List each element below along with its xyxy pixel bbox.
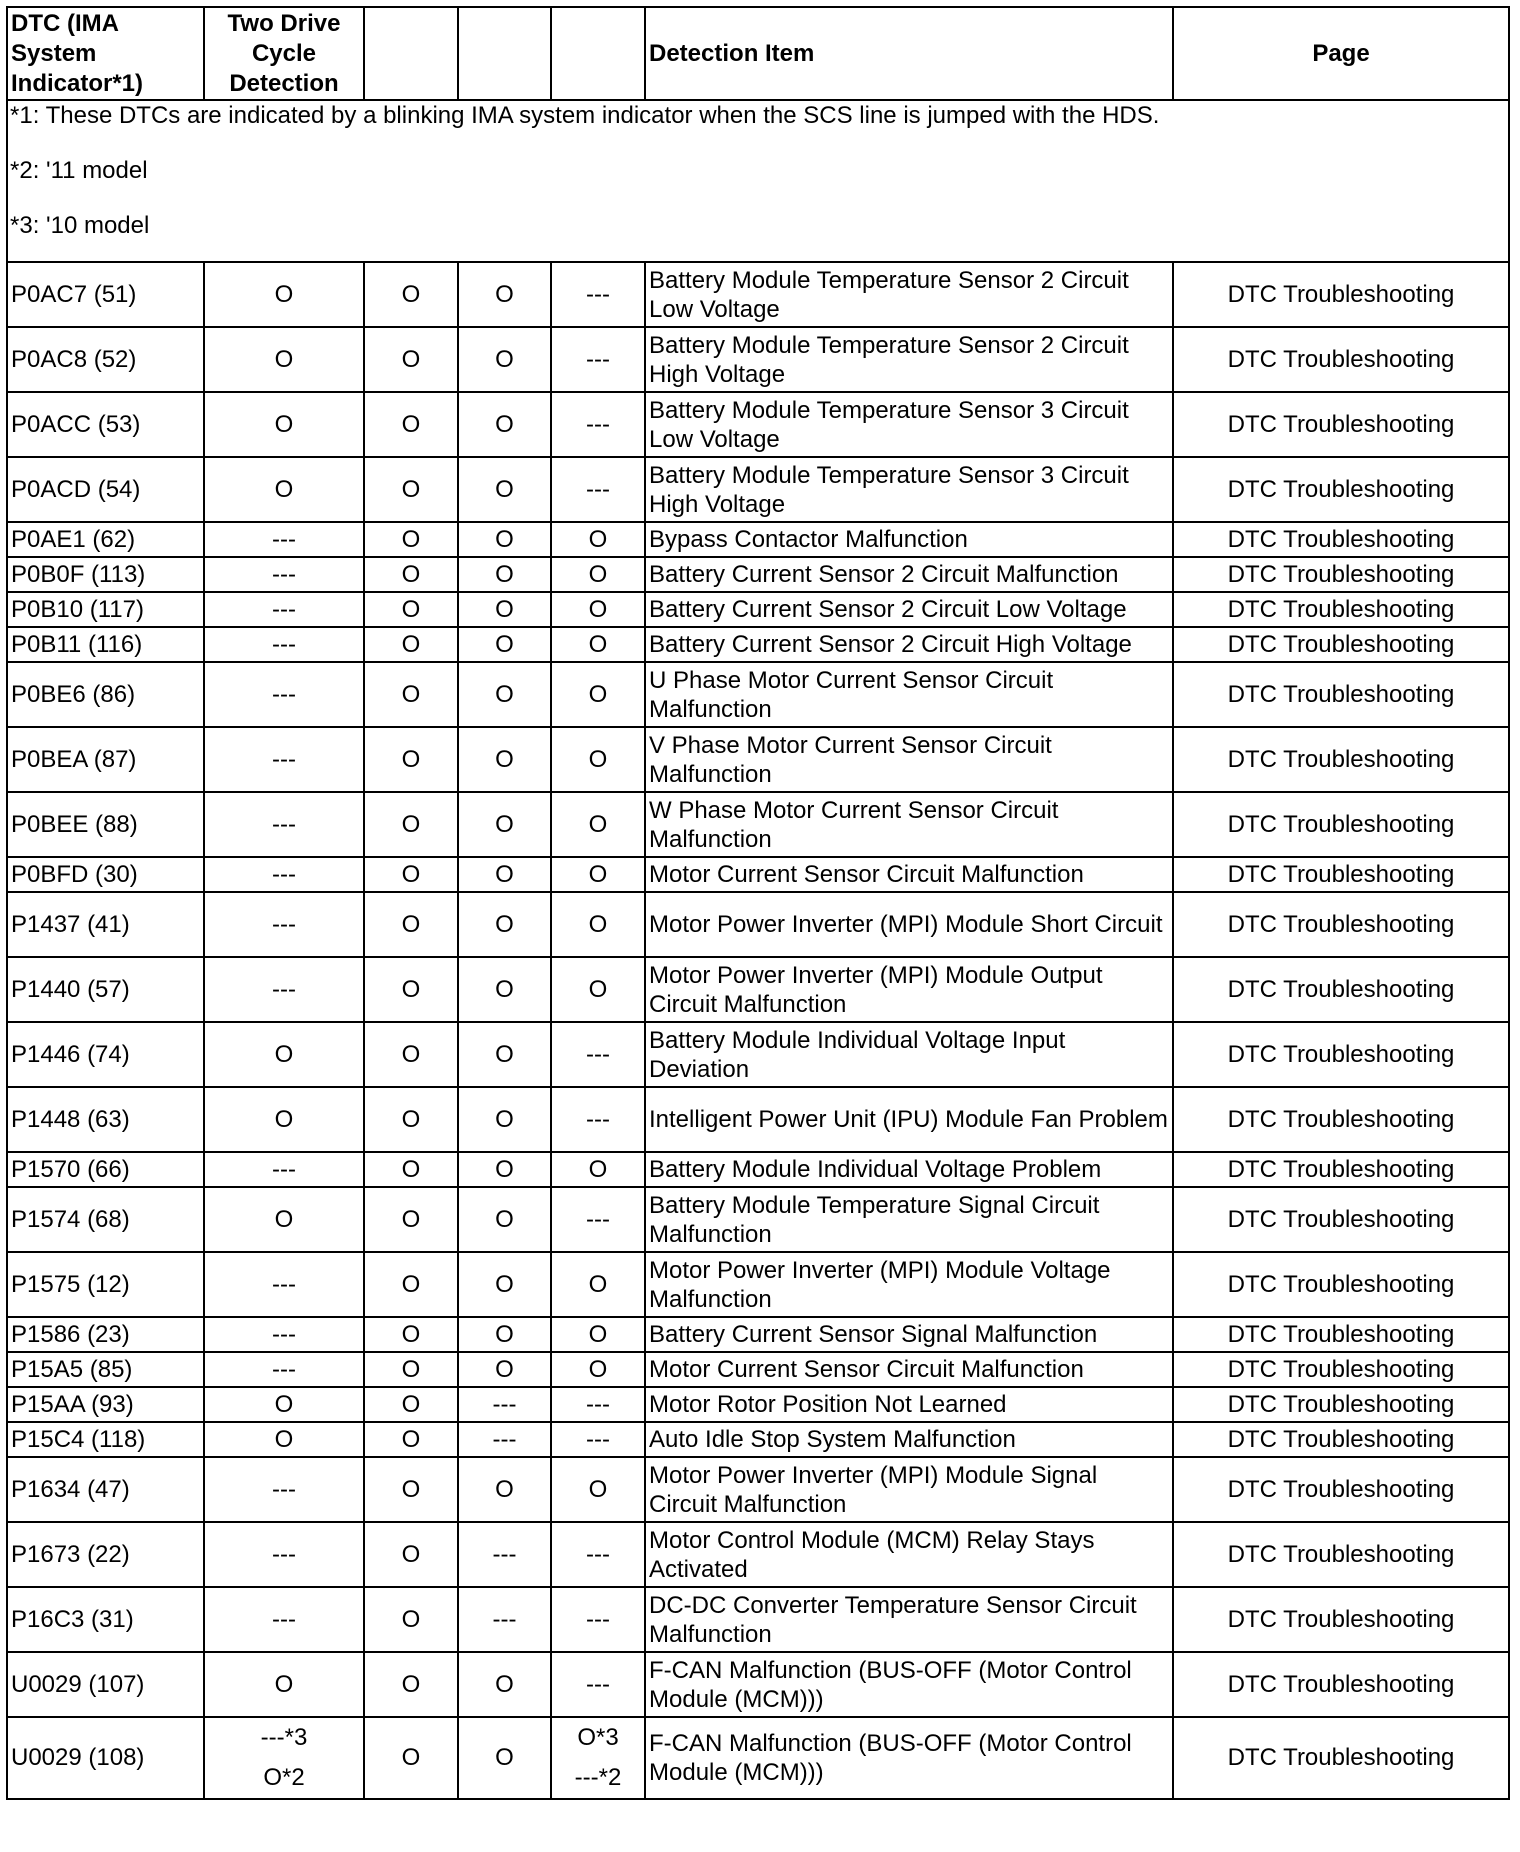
table-row: [7, 457, 1509, 522]
table-row: [7, 1652, 1509, 1717]
col4-value: O: [458, 522, 551, 557]
col4-value: O: [458, 327, 551, 392]
col3-value: O: [364, 792, 458, 857]
page-link[interactable]: DTC Troubleshooting: [1173, 457, 1509, 522]
col3-value: O: [364, 392, 458, 457]
col4-value: O: [458, 957, 551, 1022]
header-col4: [458, 7, 551, 100]
col3-value: O: [364, 1652, 458, 1717]
col5-value: ---: [551, 1587, 645, 1652]
col3-value: O: [364, 1022, 458, 1087]
dtc-code: P1575 (12): [7, 1252, 204, 1317]
dtc-table: [6, 6, 1510, 1800]
table-row: [7, 957, 1509, 1022]
notes-row: [7, 100, 1509, 262]
dtc-code: P0BEE (88): [7, 792, 204, 857]
two-drive-cycle-value: O: [204, 1652, 364, 1717]
table-row: [7, 262, 1509, 327]
col5-value: ---: [551, 392, 645, 457]
two-drive-cycle-value: O: [204, 1387, 364, 1422]
two-drive-cycle-value: O: [204, 1187, 364, 1252]
two-drive-cycle-value: ---: [204, 1252, 364, 1317]
page-link[interactable]: DTC Troubleshooting: [1173, 557, 1509, 592]
detection-item: Battery Current Sensor 2 Circuit High Voltage: [645, 627, 1173, 662]
col4-value: O: [458, 627, 551, 662]
table-row: [7, 592, 1509, 627]
dtc-code: P0BFD (30): [7, 857, 204, 892]
two-drive-cycle-value: O: [204, 262, 364, 327]
col5-value: O: [551, 627, 645, 662]
table-row: [7, 522, 1509, 557]
col4-value: O: [458, 662, 551, 727]
dtc-code: P1446 (74): [7, 1022, 204, 1087]
col3-value: O: [364, 1352, 458, 1387]
detection-item: Battery Current Sensor 2 Circuit Malfunction: [645, 557, 1173, 592]
table-row: [7, 857, 1509, 892]
detection-item: F-CAN Malfunction (BUS-OFF (Motor Control Module (MCM))): [645, 1717, 1173, 1799]
col5-value: O: [551, 1252, 645, 1317]
page-link[interactable]: DTC Troubleshooting: [1173, 957, 1509, 1022]
table-row: [7, 1587, 1509, 1652]
col3-value: O: [364, 1387, 458, 1422]
dtc-code: P0BE6 (86): [7, 662, 204, 727]
table-row: [7, 327, 1509, 392]
two-drive-cycle-value: ---: [204, 1457, 364, 1522]
col4-value: ---: [458, 1587, 551, 1652]
detection-item: Battery Module Temperature Signal Circuit Malfunction: [645, 1187, 1173, 1252]
detection-item: Battery Current Sensor 2 Circuit Low Voltage: [645, 592, 1173, 627]
header-detection-item: Detection Item: [645, 7, 1173, 100]
two-drive-cycle-value: ---: [204, 857, 364, 892]
two-drive-cycle-value: O: [204, 392, 364, 457]
page-link[interactable]: DTC Troubleshooting: [1173, 1252, 1509, 1317]
table-row: [7, 557, 1509, 592]
col5-value: O: [551, 1457, 645, 1522]
col4-value: ---: [458, 1387, 551, 1422]
detection-item: Intelligent Power Unit (IPU) Module Fan Problem: [645, 1087, 1173, 1152]
model-11-value: O*2: [263, 1764, 305, 1791]
two-drive-cycle-value: ---: [204, 792, 364, 857]
col5-value: ---: [551, 457, 645, 522]
page-link[interactable]: DTC Troubleshooting: [1173, 1317, 1509, 1352]
col5-value: ---: [551, 1387, 645, 1422]
dtc-code: P1570 (66): [7, 1152, 204, 1187]
col5-value: O: [551, 957, 645, 1022]
header-dtc: DTC (IMA System Indicator*1): [7, 7, 204, 100]
detection-item: Battery Module Temperature Sensor 3 Circuit Low Voltage: [645, 392, 1173, 457]
two-drive-cycle-value: ---: [204, 662, 364, 727]
two-drive-cycle-value: ---: [204, 1317, 364, 1352]
dtc-code: P1437 (41): [7, 892, 204, 957]
col5-value: O: [551, 522, 645, 557]
col4-value: O: [458, 892, 551, 957]
col4-value: O: [458, 1152, 551, 1187]
table-row: [7, 727, 1509, 792]
col4-value: O: [458, 1717, 551, 1799]
page-link[interactable]: DTC Troubleshooting: [1173, 1587, 1509, 1652]
two-drive-cycle-value: O: [204, 1087, 364, 1152]
table-row: [7, 792, 1509, 857]
table-row: [7, 1317, 1509, 1352]
detection-item: Motor Power Inverter (MPI) Module Voltage Malfunction: [645, 1252, 1173, 1317]
col3-value: O: [364, 1717, 458, 1799]
dtc-code: U0029 (108): [7, 1717, 204, 1799]
two-drive-cycle-value: ---: [204, 1587, 364, 1652]
dtc-code: P16C3 (31): [7, 1587, 204, 1652]
page-link[interactable]: DTC Troubleshooting: [1173, 1522, 1509, 1587]
model-11-value: ---*2: [574, 1764, 622, 1791]
table-row: [7, 1457, 1509, 1522]
col5-value: ---: [551, 327, 645, 392]
two-drive-cycle-value: O: [204, 327, 364, 392]
col3-value: O: [364, 327, 458, 392]
table-row: [7, 627, 1509, 662]
dtc-code: P1440 (57): [7, 957, 204, 1022]
detection-item: U Phase Motor Current Sensor Circuit Malfunction: [645, 662, 1173, 727]
col5-value: O: [551, 1152, 645, 1187]
two-drive-cycle-value: ---: [204, 627, 364, 662]
col3-value: O: [364, 727, 458, 792]
dtc-code: P0ACC (53): [7, 392, 204, 457]
col4-value: O: [458, 457, 551, 522]
two-drive-cycle-value: ---: [204, 557, 364, 592]
detection-item: Battery Module Individual Voltage Problem: [645, 1152, 1173, 1187]
col4-value: O: [458, 727, 551, 792]
two-drive-cycle-value: ---: [204, 592, 364, 627]
page-link[interactable]: DTC Troubleshooting: [1173, 1352, 1509, 1387]
detection-item: Motor Power Inverter (MPI) Module Short Circuit: [645, 892, 1173, 957]
col5-value: O: [551, 592, 645, 627]
page-link[interactable]: DTC Troubleshooting: [1173, 522, 1509, 557]
col4-value: O: [458, 1352, 551, 1387]
col3-value: O: [364, 457, 458, 522]
two-drive-cycle-value: ---: [204, 522, 364, 557]
page-link[interactable]: DTC Troubleshooting: [1173, 857, 1509, 892]
dtc-code: P0BEA (87): [7, 727, 204, 792]
table-row: [7, 892, 1509, 957]
detection-item: Motor Power Inverter (MPI) Module Output Circuit Malfunction: [645, 957, 1173, 1022]
col4-value: ---: [458, 1422, 551, 1457]
dtc-code: P1586 (23): [7, 1317, 204, 1352]
table-row: [7, 1187, 1509, 1252]
col4-value: O: [458, 1652, 551, 1717]
footnote-3: *3: '10 model: [10, 212, 150, 239]
col4-value: O: [458, 262, 551, 327]
col4-value: O: [458, 1317, 551, 1352]
detection-item: Auto Idle Stop System Malfunction: [645, 1422, 1173, 1457]
dtc-code: P1448 (63): [7, 1087, 204, 1152]
page-link[interactable]: DTC Troubleshooting: [1173, 1387, 1509, 1422]
page-link[interactable]: DTC Troubleshooting: [1173, 592, 1509, 627]
col3-value: O: [364, 557, 458, 592]
col4-value: O: [458, 1087, 551, 1152]
col3-value: O: [364, 662, 458, 727]
col5-value: O: [551, 1317, 645, 1352]
header-page: Page: [1173, 7, 1509, 100]
page-link[interactable]: DTC Troubleshooting: [1173, 392, 1509, 457]
col5-value: O: [551, 727, 645, 792]
col4-value: O: [458, 1457, 551, 1522]
col4-value: O: [458, 557, 551, 592]
page-link[interactable]: DTC Troubleshooting: [1173, 1152, 1509, 1187]
dtc-code: P1634 (47): [7, 1457, 204, 1522]
col3-value: O: [364, 1087, 458, 1152]
dtc-document: [6, 6, 1508, 1800]
two-drive-cycle-value: ---: [204, 727, 364, 792]
two-drive-cycle-value: ---: [204, 1522, 364, 1587]
detection-item: Battery Module Temperature Sensor 2 Circuit High Voltage: [645, 327, 1173, 392]
col3-value: O: [364, 1522, 458, 1587]
col3-value: O: [364, 1317, 458, 1352]
two-drive-cycle-value: ---: [204, 892, 364, 957]
two-drive-cycle-value: [204, 1717, 364, 1799]
detection-item: W Phase Motor Current Sensor Circuit Malfunction: [645, 792, 1173, 857]
page-link[interactable]: DTC Troubleshooting: [1173, 1422, 1509, 1457]
detection-item: Motor Control Module (MCM) Relay Stays Activated: [645, 1522, 1173, 1587]
page-link[interactable]: DTC Troubleshooting: [1173, 727, 1509, 792]
page-link[interactable]: DTC Troubleshooting: [1173, 1187, 1509, 1252]
page-link[interactable]: DTC Troubleshooting: [1173, 1652, 1509, 1717]
table-row: [7, 1422, 1509, 1457]
two-drive-cycle-value: ---: [204, 957, 364, 1022]
header-row: [7, 7, 1509, 100]
footnote-2: *2: '11 model: [10, 157, 148, 184]
header-two-drive-cycle: Two Drive Cycle Detection: [204, 7, 364, 100]
two-drive-cycle-value: O: [204, 1422, 364, 1457]
dtc-code: P1673 (22): [7, 1522, 204, 1587]
two-drive-cycle-value: ---: [204, 1152, 364, 1187]
page-link[interactable]: DTC Troubleshooting: [1173, 662, 1509, 727]
table-row: [7, 392, 1509, 457]
header-col5: [551, 7, 645, 100]
table-row: [7, 1152, 1509, 1187]
dtc-code: P1574 (68): [7, 1187, 204, 1252]
detection-item: Motor Current Sensor Circuit Malfunction: [645, 857, 1173, 892]
col4-value: O: [458, 592, 551, 627]
two-drive-cycle-value: O: [204, 457, 364, 522]
page-link[interactable]: DTC Troubleshooting: [1173, 1717, 1509, 1799]
col4-value: O: [458, 1022, 551, 1087]
table-row: [7, 1522, 1509, 1587]
col3-value: O: [364, 1587, 458, 1652]
col5-value: O: [551, 792, 645, 857]
header-col3: [364, 7, 458, 100]
two-drive-cycle-value: O: [204, 1022, 364, 1087]
footnote-1: *1: These DTCs are indicated by a blinking IMA system indicator when the SCS line is jumped with the HDS.: [10, 102, 1160, 129]
dtc-code: P0B11 (116): [7, 627, 204, 662]
table-row: [7, 1087, 1509, 1152]
dtc-code: P0B10 (117): [7, 592, 204, 627]
dtc-code: U0029 (107): [7, 1652, 204, 1717]
col3-value: O: [364, 857, 458, 892]
col5-value: ---: [551, 1522, 645, 1587]
col5-value: ---: [551, 1087, 645, 1152]
table-row: [7, 1252, 1509, 1317]
page-link[interactable]: DTC Troubleshooting: [1173, 627, 1509, 662]
col3-value: O: [364, 627, 458, 662]
col5-value: ---: [551, 262, 645, 327]
col3-value: O: [364, 522, 458, 557]
table-row: [7, 1387, 1509, 1422]
col4-value: O: [458, 1187, 551, 1252]
col3-value: O: [364, 1187, 458, 1252]
table-row: [7, 662, 1509, 727]
col5-value: O: [551, 662, 645, 727]
table-row: [7, 1717, 1509, 1799]
col3-value: O: [364, 1457, 458, 1522]
model-10-value: O*3: [577, 1724, 619, 1751]
page-link[interactable]: DTC Troubleshooting: [1173, 892, 1509, 957]
dtc-code: P15C4 (118): [7, 1422, 204, 1457]
dtc-code: P15A5 (85): [7, 1352, 204, 1387]
page-link[interactable]: DTC Troubleshooting: [1173, 1457, 1509, 1522]
dtc-code: P0B0F (113): [7, 557, 204, 592]
detection-item: F-CAN Malfunction (BUS-OFF (Motor Control Module (MCM))): [645, 1652, 1173, 1717]
page-link[interactable]: DTC Troubleshooting: [1173, 1087, 1509, 1152]
page-link[interactable]: DTC Troubleshooting: [1173, 1022, 1509, 1087]
detection-item: Battery Current Sensor Signal Malfunction: [645, 1317, 1173, 1352]
detection-item: Bypass Contactor Malfunction: [645, 522, 1173, 557]
col3-value: O: [364, 262, 458, 327]
col4-value: O: [458, 392, 551, 457]
col4-value: O: [458, 792, 551, 857]
dtc-code: P0AC8 (52): [7, 327, 204, 392]
col3-value: O: [364, 957, 458, 1022]
page-link[interactable]: DTC Troubleshooting: [1173, 262, 1509, 327]
dtc-code: P15AA (93): [7, 1387, 204, 1422]
table-row: [7, 1022, 1509, 1087]
col3-value: O: [364, 892, 458, 957]
dtc-code: P0AC7 (51): [7, 262, 204, 327]
dtc-code: P0ACD (54): [7, 457, 204, 522]
col5-value: ---: [551, 1187, 645, 1252]
col5-value: ---: [551, 1422, 645, 1457]
detection-item: DC-DC Converter Temperature Sensor Circuit Malfunction: [645, 1587, 1173, 1652]
col3-value: O: [364, 1152, 458, 1187]
detection-item: Battery Module Temperature Sensor 3 Circuit High Voltage: [645, 457, 1173, 522]
col5-value: O: [551, 557, 645, 592]
detection-item: Motor Current Sensor Circuit Malfunction: [645, 1352, 1173, 1387]
page-link[interactable]: DTC Troubleshooting: [1173, 792, 1509, 857]
col5-value: O: [551, 857, 645, 892]
col5-value: ---: [551, 1652, 645, 1717]
detection-item: Battery Module Temperature Sensor 2 Circuit Low Voltage: [645, 262, 1173, 327]
detection-item: Motor Rotor Position Not Learned: [645, 1387, 1173, 1422]
footnotes: [7, 100, 1509, 262]
dtc-code: P0AE1 (62): [7, 522, 204, 557]
col4-value: ---: [458, 1522, 551, 1587]
col3-value: O: [364, 1422, 458, 1457]
model-10-value: ---*3: [260, 1724, 308, 1751]
detection-item: Battery Module Individual Voltage Input Deviation: [645, 1022, 1173, 1087]
table-row: [7, 1352, 1509, 1387]
col4-value: O: [458, 1252, 551, 1317]
detection-item: Motor Power Inverter (MPI) Module Signal Circuit Malfunction: [645, 1457, 1173, 1522]
col5-value: O: [551, 892, 645, 957]
col3-value: O: [364, 592, 458, 627]
col5-value: ---: [551, 1022, 645, 1087]
page-link[interactable]: DTC Troubleshooting: [1173, 327, 1509, 392]
two-drive-cycle-value: ---: [204, 1352, 364, 1387]
col5-value: [551, 1717, 645, 1799]
col4-value: O: [458, 857, 551, 892]
detection-item: V Phase Motor Current Sensor Circuit Malfunction: [645, 727, 1173, 792]
col3-value: O: [364, 1252, 458, 1317]
col5-value: O: [551, 1352, 645, 1387]
